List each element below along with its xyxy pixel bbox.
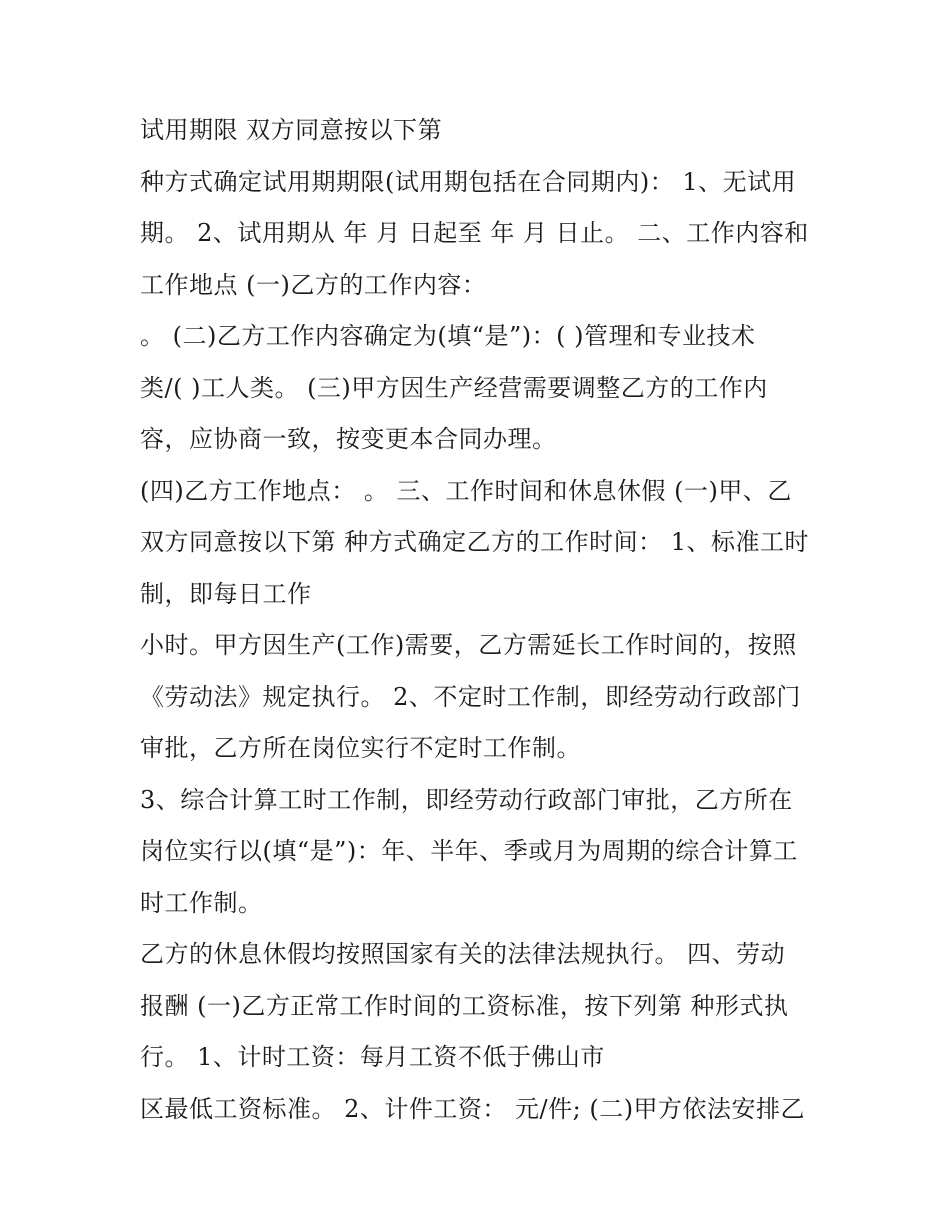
text-line: 3、综合计算工时工作制，即经劳动行政部门审批，乙方所在 [140,785,793,814]
text-line: 类/( )工人类。 (三)甲方因生产经营需要调整乙方的工作内 [140,373,768,402]
text-line: (四)乙方工作地点： 。 三、工作时间和休息休假 (一)甲、乙 [140,476,792,505]
text-line: 时工作制。 [140,888,263,917]
text-line: 审批，乙方所在岗位实行不定时工作制。 [140,734,581,762]
text-line: 。 (二)乙方工作内容确定为(填“是”)：( )管理和专业技术 [140,322,756,350]
text-line: 期。 2、试用期从 年 月 日起至 年 月 日止。 二、工作内容和 [140,219,809,247]
text-line: 报酬 (一)乙方正常工作时间的工资标准，按下列第 种形式执 [140,991,789,1020]
text-line: 《劳动法》规定执行。 2、不定时工作制，即经劳动行政部门 [140,682,801,711]
text-line: 试用期限 双方同意按以下第 [140,116,443,144]
text-line: 行。 1、计时工资：每月工资不低于佛山市 [140,1043,605,1071]
text-line: 区最低工资标准。 2、计件工资： 元/件; (二)甲方依法安排乙 [140,1094,806,1123]
text-line: 制，即每日工作 [140,579,312,608]
text-line: 种方式确定试用期期限(试用期包括在合同期内)： 1、无试用 [140,167,797,196]
text-line: 小时。甲方因生产(工作)需要，乙方需延长工作时间的，按照 [140,631,797,659]
document-body [140,110,820,1140]
text-line: 容，应协商一致，按变更本合同办理。 [140,425,557,453]
text-line: 双方同意按以下第 种方式确定乙方的工作时间： 1、标准工时 [140,528,810,556]
text-line: 岗位实行以(填“是”)：年、半年、季或月为周期的综合计算工 [140,837,798,865]
text-line: 工作地点 (一)乙方的工作内容： [140,270,487,299]
text-line: 乙方的休息休假均按照国家有关的法律法规执行。 四、劳动 [140,940,786,968]
